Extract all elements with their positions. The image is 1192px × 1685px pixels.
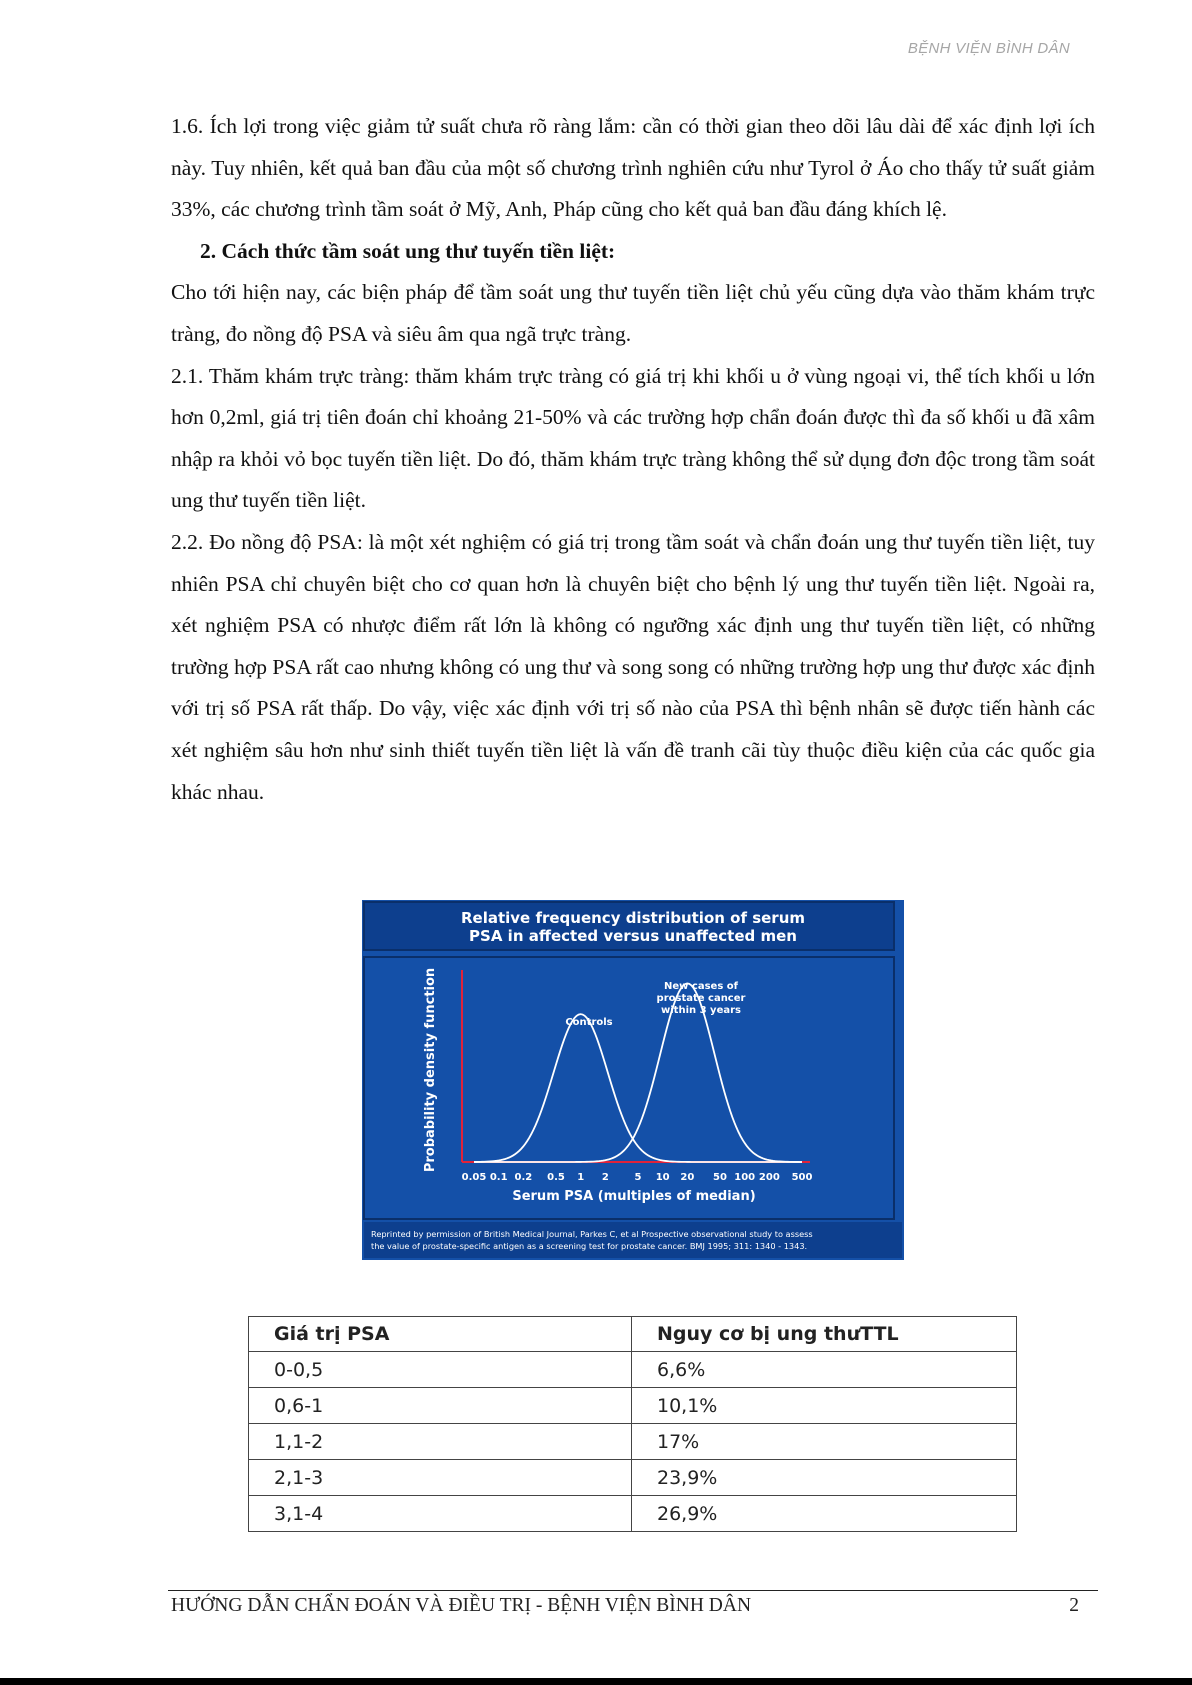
psa-distribution-figure bbox=[362, 900, 904, 1260]
chart-title-line1: Relative frequency distribution of serum bbox=[460, 909, 806, 927]
chart-credit-line2: the value of prostate-specific antigen as a screening test for prostate cancer. BMJ 1995; 311: 1340 - 1343. bbox=[371, 1241, 808, 1251]
psa-risk-table bbox=[248, 1316, 1017, 1532]
table-cell-psa: 3,1-4 bbox=[249, 1496, 632, 1532]
table-cell-psa: 1,1-2 bbox=[249, 1424, 632, 1460]
label-controls: Controls bbox=[565, 1017, 613, 1028]
x-tick-label: 500 bbox=[791, 1172, 813, 1183]
table-cell-psa: 2,1-3 bbox=[249, 1460, 632, 1496]
table-cell-psa: 0-0,5 bbox=[249, 1352, 632, 1388]
label-cases-line2: prostate cancer bbox=[656, 993, 746, 1004]
table-row bbox=[249, 1496, 1017, 1532]
chart-xlabel: Serum PSA (multiples of median) bbox=[512, 1189, 756, 1204]
header-hospital-name: BỆNH VIỆN BÌNH DÂN bbox=[907, 40, 1070, 57]
page-number: 2 bbox=[1069, 1595, 1079, 1616]
table-cell-risk: 26,9% bbox=[632, 1496, 1017, 1532]
chart-ylabel: Probability density function bbox=[423, 967, 438, 1173]
section-heading-2: 2. Cách thức tầm soát ung thư tuyến tiền liệt: bbox=[200, 238, 616, 263]
x-tick-label: 5 bbox=[634, 1172, 642, 1183]
table-cell-risk: 6,6% bbox=[632, 1352, 1017, 1388]
table-row bbox=[249, 1352, 1017, 1388]
x-tick-label: 200 bbox=[758, 1172, 780, 1183]
table-cell-risk: 23,9% bbox=[632, 1460, 1017, 1496]
table-header-row bbox=[249, 1317, 1017, 1352]
label-cases-line3: within 3 years bbox=[661, 1005, 741, 1016]
x-tick-label: 0.1 bbox=[489, 1172, 508, 1183]
paragraph-2-1: 2.1. Thăm khám trực tràng: thăm khám trực tràng có giá trị khi khối u ở vùng ngoại vi, thể tích khối u lớn hơn 0,2ml, giá trị tiên đoán chỉ khoảng 21-50% và các trường hợp chẩn đoán được thì đa số khối u đã xâm nhập ra khỏi vỏ bọc tuyến tiền liệt. Do đó, thăm khám trực tràng không thể sử dụng đơn độc trong tầm soát ung thư tuyến tiền liệt. bbox=[171, 363, 1095, 513]
x-tick-label: 10 bbox=[655, 1172, 670, 1183]
label-cases-line1: New cases of bbox=[664, 981, 738, 992]
x-tick-label: 50 bbox=[713, 1172, 727, 1183]
footer-title: HƯỚNG DẪN CHẨN ĐOÁN VÀ ĐIỀU TRỊ - BỆNH VIỆN BÌNH DÂN bbox=[171, 1595, 752, 1616]
x-tick-label: 0.2 bbox=[514, 1172, 533, 1183]
table-row bbox=[249, 1388, 1017, 1424]
table-cell-risk: 17% bbox=[632, 1424, 1017, 1460]
table-cell-psa: 0,6-1 bbox=[249, 1388, 632, 1424]
chart-title-line2: PSA in affected versus unaffected men bbox=[469, 927, 797, 945]
paragraph-intro-2: Cho tới hiện nay, các biện pháp để tầm soát ung thư tuyến tiền liệt chủ yếu cũng dựa vào thăm khám trực tràng, đo nồng độ PSA và siêu âm qua ngã trực tràng. bbox=[171, 280, 1095, 346]
table-row bbox=[249, 1460, 1017, 1496]
table-header-risk: Nguy cơ bị ung thưTTL bbox=[632, 1317, 1017, 1352]
psa-distribution-chart bbox=[362, 900, 904, 1260]
paragraph-2-2: 2.2. Đo nồng độ PSA: là một xét nghiệm có giá trị trong tầm soát và chẩn đoán ung thư tuyến tiền liệt, tuy nhiên PSA chỉ chuyên biệt cho cơ quan hơn là chuyên biệt cho bệnh lý ung thư tuyến tiền liệt. Ngoài ra, xét nghiệm PSA có nhược điểm rất lớn là không có ngưỡng xác định ung thư tuyến tiền liệt, có những trường hợp PSA rất cao nhưng không có ung thư và song song có những trường hợp ung thư được xác định với trị số PSA rất thấp. Do vậy, việc xác định với trị số nào của PSA thì bệnh nhân sẽ được tiến hành các xét nghiệm sâu hơn như sinh thiết tuyến tiền liệt là vấn đề tranh cãi tùy thuộc điều kiện của các quốc gia khác nhau. bbox=[171, 529, 1095, 804]
x-tick-label: 20 bbox=[680, 1172, 695, 1183]
table-header-psa: Giá trị PSA bbox=[249, 1317, 632, 1352]
page-bottom-edge bbox=[0, 1678, 1192, 1685]
x-tick-labels bbox=[462, 1172, 813, 1183]
x-tick-label: 2 bbox=[601, 1172, 609, 1183]
chart-credit-box bbox=[364, 1222, 902, 1258]
x-tick-label: 0.05 bbox=[461, 1172, 487, 1183]
paragraph-1-6: 1.6. Ích lợi trong việc giảm tử suất chưa rõ ràng lắm: cần có thời gian theo dõi lâu dài để xác định lợi ích này. Tuy nhiên, kết quả ban đầu của một số chương trình nghiên cứu như Tyrol ở Áo cho thấy tử suất giảm 33%, các chương trình tầm soát ở Mỹ, Anh, Pháp cũng cho kết quả ban đầu đáng khích lệ. bbox=[171, 114, 1095, 222]
x-tick-label: 100 bbox=[734, 1172, 756, 1183]
body-text bbox=[171, 106, 1095, 813]
footer-rule bbox=[168, 1590, 1098, 1591]
chart-credit-line1: Reprinted by permission of British Medical Journal, Parkes C, et al Prospective observational study to assess bbox=[371, 1229, 813, 1239]
table-cell-risk: 10,1% bbox=[632, 1388, 1017, 1424]
x-tick-label: 0.5 bbox=[547, 1172, 565, 1183]
table-row bbox=[249, 1424, 1017, 1460]
x-tick-label: 1 bbox=[577, 1172, 585, 1183]
chart-background bbox=[362, 900, 904, 1260]
